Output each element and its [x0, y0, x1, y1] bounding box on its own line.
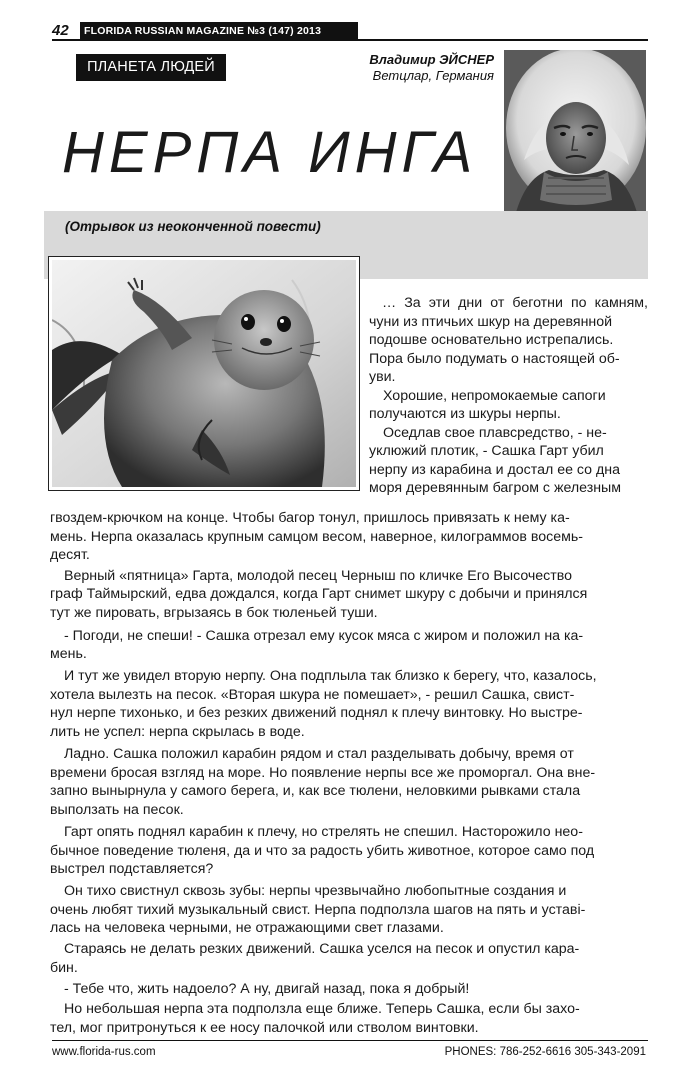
paragraph-line: получаются из шкуры нерпы. — [369, 406, 561, 422]
paragraph-line: чуни из птичьих шкур на деревянной — [369, 314, 613, 330]
paragraph-line: Он тихо свистнул сквозь зубы: нерпы чрезвычайно любопытные создания и — [64, 883, 567, 899]
paragraph-line: уви. — [369, 369, 396, 385]
seal-photo — [48, 256, 360, 491]
author-location: Ветцлар, Германия — [372, 68, 494, 83]
page-number: 42 — [52, 22, 69, 39]
paragraph-line: Стараясь не делать резких движений. Сашка уселся на песок и опустил кара- — [64, 941, 580, 957]
paragraph-line: И тут же увидел вторую нерпу. Она подплыла так близко к берегу, что, казалось, — [64, 668, 597, 684]
author-name: Владимир ЭЙСНЕР — [369, 52, 494, 67]
paragraph-line: нерпу из карабина и достал ее со дна — [369, 462, 621, 478]
paragraph-line: - Погоди, не спеши! - Сашка отрезал ему кусок мяса с жиром и положил на ка- — [64, 628, 584, 644]
article-title: НЕРПА ИНГА — [62, 120, 478, 185]
paragraph-line: запно вынырнула у самого берега, и, как все тюлени, неловкими рывками стала — [50, 783, 581, 799]
paragraph-line: тел, мог притронуться к ее носу палочкой или стволом винтовки. — [50, 1020, 479, 1036]
paragraph-line: очень любят тихий музыкальный свист. Нерпа подползла шагов на пять и уставі- — [50, 902, 586, 918]
paragraph-line: хотела вылезть на песок. «Вторая шкура не помешает», - решил Сашка, свист- — [50, 687, 575, 703]
paragraph-line: граф Таймырский, едва дождался, когда Гарт снимет шкуру с добычи и принялся — [50, 586, 588, 602]
paragraph-line: бычное поведение тюленя, да и что за радость убить животное, которое само под — [50, 843, 595, 859]
paragraph-line: Хорошие, непромокаемые сапоги — [383, 388, 606, 404]
header-rule — [52, 39, 648, 41]
author-block — [369, 52, 494, 84]
paragraph-line: гвоздем-крючком на конце. Чтобы багор тонул, пришлось привязать к нему ка- — [50, 510, 570, 526]
paragraph-line: Ладно. Сашка положил карабин рядом и стал разделывать добычу, время от — [64, 746, 574, 762]
paragraph-line: нул нерпе тихонько, и без резких движений поднял к плечу винтовку. Но выстре- — [50, 705, 583, 721]
paragraph-line: лась на человека черными, не отражающими свет глазами. — [50, 920, 444, 936]
footer-rule — [52, 1040, 648, 1041]
paragraph-line: … За эти дни от беготни по камням, — [382, 295, 648, 311]
paragraph-line: уклюжий плотик, - Сашка Гарт убил — [369, 443, 604, 459]
paragraph-line: бин. — [50, 960, 78, 976]
paragraph-line: десят. — [50, 547, 90, 563]
magazine-header: FLORIDA RUSSIAN MAGAZINE №3 (147) 2013 — [80, 22, 358, 40]
paragraph-line: времени бросая взгляд на море. Но появление нерпы все же проморгал. Она вне- — [50, 765, 596, 781]
paragraph-line: - Тебе что, жить надоело? А ну, двигай назад, пока я добрый! — [64, 981, 470, 997]
paragraph-line: подошве основательно истрепались. — [369, 332, 614, 348]
article-subtitle: (Отрывок из неоконченной повести) — [65, 219, 321, 234]
paragraph-line: Оседлав свое плавсредство, - не- — [383, 425, 607, 441]
paragraph-line: тут же пировать, вгрызаясь в бок тюленьей туши. — [50, 605, 378, 621]
paragraph-line: Но небольшая нерпа эта подползла еще ближе. Теперь Сашка, если бы захо- — [64, 1001, 580, 1017]
paragraph-line: Пора было подумать о настоящей об- — [369, 351, 620, 367]
paragraph-line: Верный «пятница» Гарта, молодой песец Черныш по кличке Его Высочество — [64, 568, 573, 584]
footer-phones: PHONES: 786-252-6616 305-343-2091 — [444, 1046, 646, 1058]
author-portrait — [504, 50, 646, 220]
paragraph-line: мень. Нерпа оказалась крупным самцом весом, наверное, килограммов восемь- — [50, 529, 584, 545]
paragraph-line: Гарт опять поднял карабин к плечу, но стрелять не спешил. Насторожило нео- — [64, 824, 583, 840]
paragraph-line: мень. — [50, 646, 87, 662]
paragraph-line: лить не успел: нерпа скрылась в воде. — [50, 724, 305, 740]
footer-url: www.florida-rus.com — [52, 1046, 156, 1058]
paragraph-line: выстрел подставляется? — [50, 861, 214, 877]
paragraph-line: моря деревянным багром с железным — [369, 480, 622, 496]
paragraph-line: выползать на песок. — [50, 802, 184, 818]
section-label: ПЛАНЕТА ЛЮДЕЙ — [76, 54, 226, 81]
